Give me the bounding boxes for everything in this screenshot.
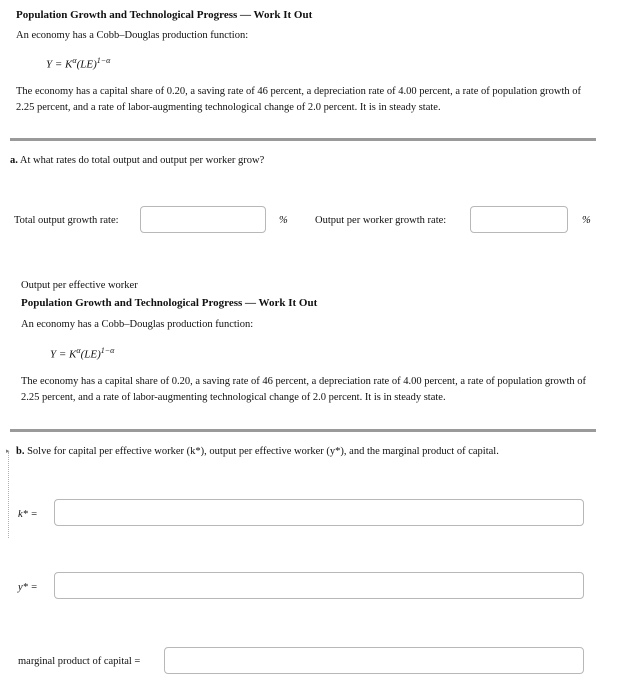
repeated-problem-paragraph: The economy has a capital share of 0.20, a saving rate of 46 percent, a depreciation rate of 4.00 percent, a rate of population growth of 2.25 percent, and a rate of labor-augmenting technological change of 2.0 percent. It is in steady state. bbox=[21, 376, 587, 403]
question-a: a. At what rates do total output and output per worker grow? bbox=[10, 155, 265, 166]
y-star-label: y* = bbox=[18, 582, 38, 593]
intro-text: An economy has a Cobb–Douglas production function: bbox=[16, 30, 249, 41]
overlap-label: Output per effective worker bbox=[21, 280, 138, 291]
dotted-guide bbox=[8, 452, 9, 538]
repeated-intro-text: An economy has a Cobb–Douglas production function: bbox=[21, 319, 254, 330]
marker-icon: ▸ bbox=[6, 447, 10, 455]
production-function-equation: $Y = K^\alpha(LE)^{1-\alpha}$ bbox=[46, 56, 111, 71]
page-title: Population Growth and Technological Progress — Work It Out bbox=[16, 9, 313, 21]
mpk-label: marginal product of capital = bbox=[18, 656, 141, 667]
total-output-growth-input[interactable] bbox=[140, 206, 266, 233]
problem-paragraph: The economy has a capital share of 0.20, a saving rate of 46 percent, a depreciation rate of 4.00 percent, a rate of population growth of 2.25 percent, and a rate of labor-augmenting technological change of 2.0 percent. It is in steady state. bbox=[16, 86, 582, 113]
per-worker-label: Output per worker growth rate: bbox=[315, 215, 447, 226]
repeated-title: Population Growth and Technological Progress — Work It Out bbox=[21, 297, 318, 309]
percent-unit: % bbox=[279, 215, 288, 226]
marginal-product-of-capital-input[interactable] bbox=[164, 647, 584, 674]
question-b: b. Solve for capital per effective worker (k*), output per effective worker (y*), and the marginal product of capital. bbox=[16, 446, 499, 457]
k-star-input[interactable] bbox=[54, 499, 584, 526]
percent-unit: % bbox=[582, 215, 591, 226]
total-output-label: Total output growth rate: bbox=[14, 215, 119, 226]
k-star-label: k* = bbox=[18, 509, 38, 520]
section-divider bbox=[10, 429, 596, 432]
y-star-input[interactable] bbox=[54, 572, 584, 599]
repeated-production-function-equation: $Y = K^\alpha(LE)^{1-\alpha}$ bbox=[50, 346, 115, 361]
output-per-worker-growth-input[interactable] bbox=[470, 206, 568, 233]
section-divider bbox=[10, 138, 596, 141]
